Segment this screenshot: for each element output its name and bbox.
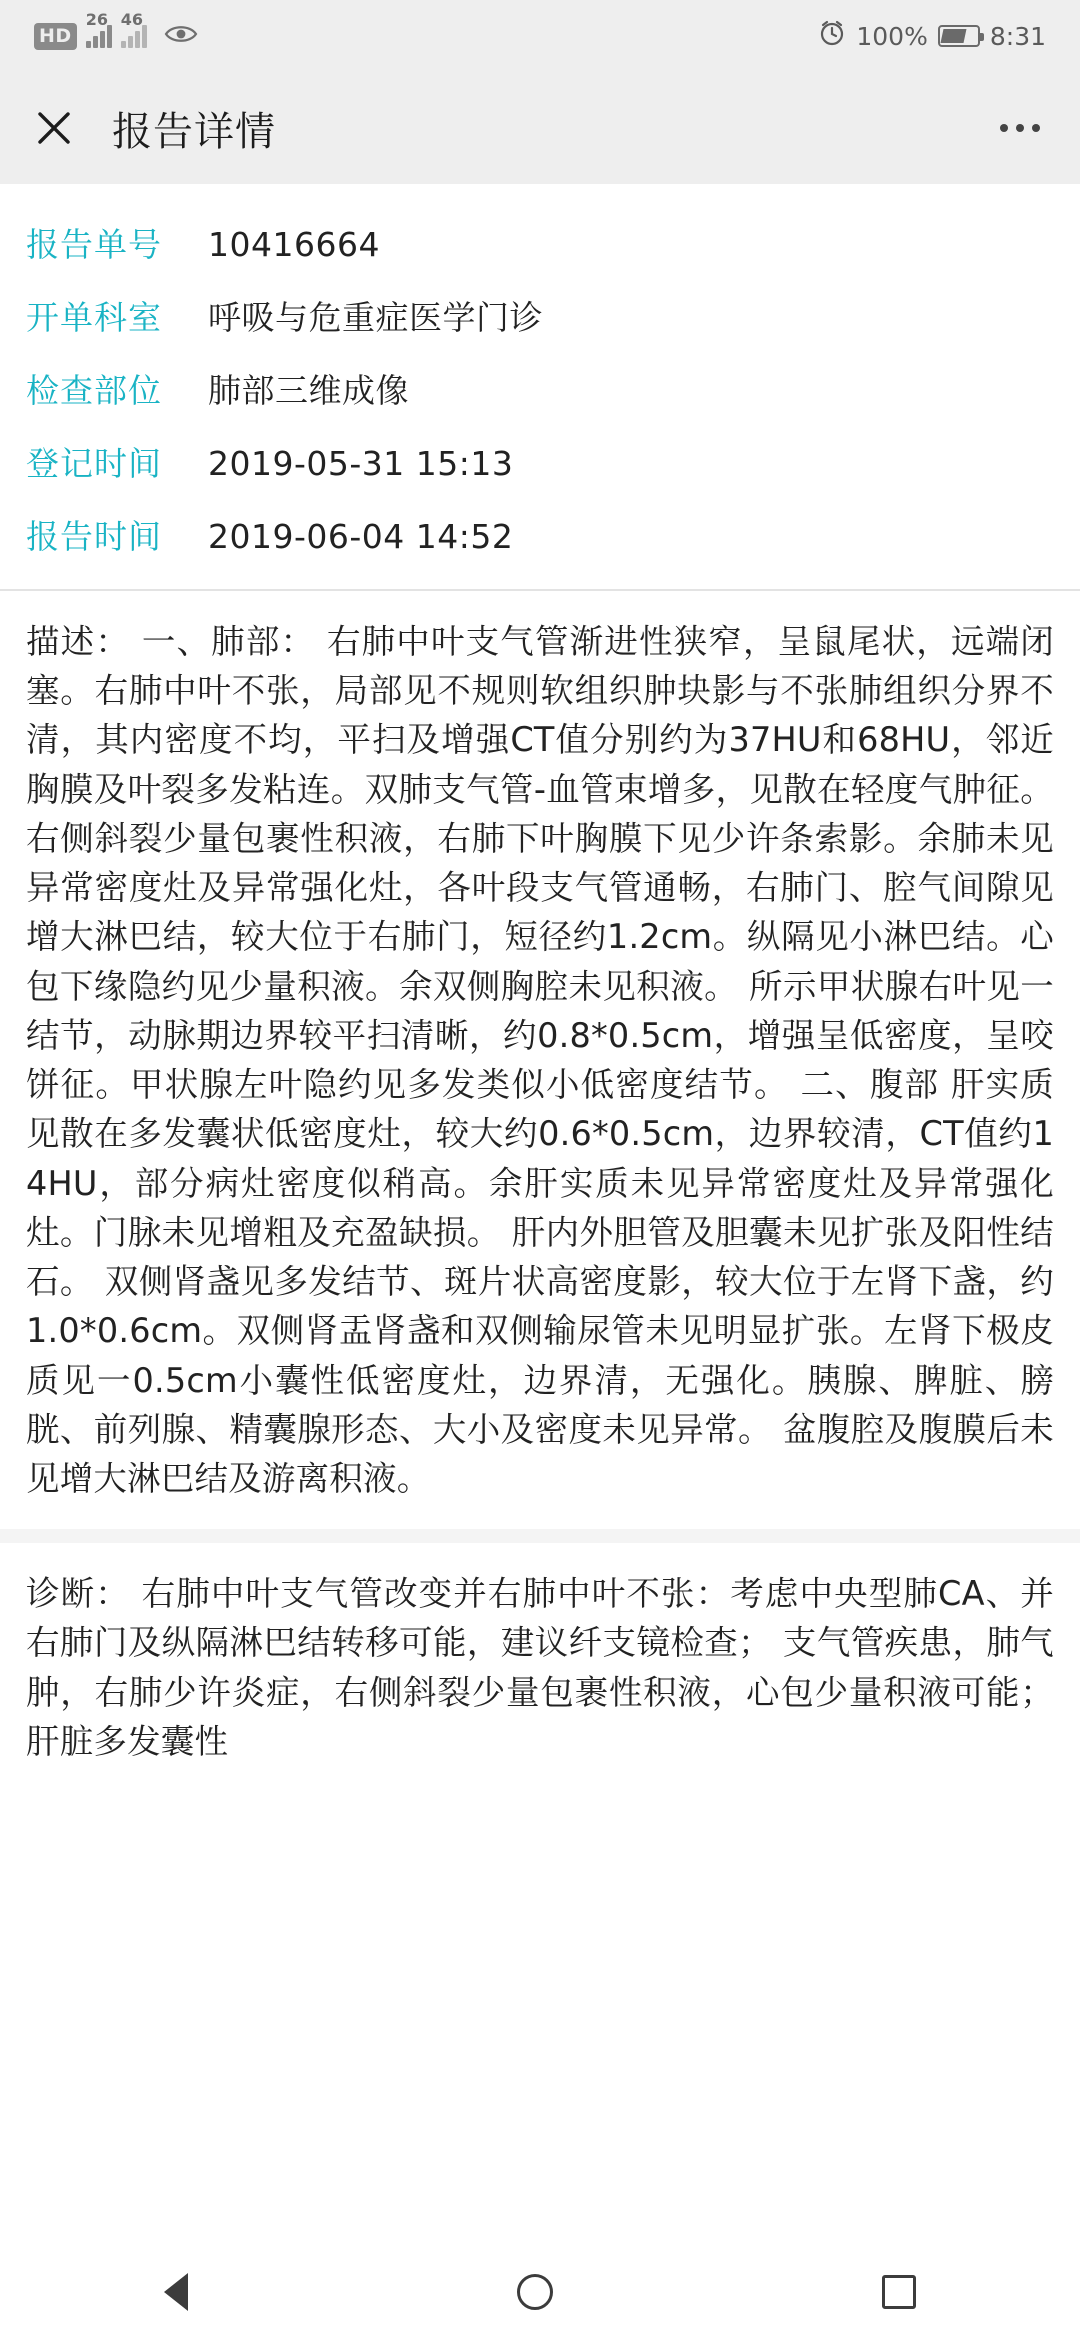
- more-options-icon[interactable]: [1000, 124, 1040, 132]
- battery-icon: [938, 25, 980, 47]
- meta-value: 10416664: [208, 225, 380, 264]
- meta-label: 开单科室: [26, 298, 162, 337]
- section-gap: [0, 1529, 1080, 1543]
- meta-row-register-time: [26, 425, 1054, 498]
- diagnosis-section: 诊断： 右肺中叶支气管改变并右肺中叶不张：考虑中央型肺CA、并右肺门及纵隔淋巴结转移可能，建议纤支镜检查； 支气管疾患，肺气肿，右肺少许炎症，右侧斜裂少量包裹性积液，心包少量积液可能； 肝脏多发囊性: [26, 1574, 1054, 1761]
- eye-comfort-icon: [164, 22, 198, 50]
- nav-home-icon[interactable]: [517, 2274, 553, 2310]
- status-bar-left: [34, 10, 198, 50]
- report-meta-list: [0, 184, 1080, 589]
- page-title: 报告详情: [112, 108, 276, 155]
- meta-row-exam-site: [26, 352, 1054, 425]
- meta-label: 检查部位: [26, 371, 162, 410]
- system-navigation-bar: [0, 2244, 1080, 2340]
- status-bar-right: [818, 0, 1046, 72]
- status-bar: [0, 0, 1080, 72]
- meta-value: 2019-05-31 15:13: [208, 444, 514, 483]
- meta-value: 肺部三维成像: [208, 371, 409, 410]
- meta-value: 2019-06-04 14:52: [208, 517, 514, 556]
- meta-label: 报告单号: [26, 225, 162, 264]
- signal-strength-1: [85, 10, 112, 48]
- nav-recents-icon[interactable]: [882, 2275, 916, 2309]
- meta-row-report-time: [26, 498, 1054, 571]
- network-type-label-2: 46: [120, 10, 143, 29]
- nav-back-icon[interactable]: [164, 2273, 188, 2311]
- meta-value: 呼吸与危重症医学门诊: [208, 298, 543, 337]
- meta-row-report-number: [26, 206, 1054, 279]
- battery-percent-label: 100%: [856, 21, 928, 51]
- close-icon[interactable]: [34, 108, 74, 148]
- alarm-icon: [818, 19, 846, 53]
- meta-label: 报告时间: [26, 517, 162, 556]
- clock-label: 8:31: [989, 21, 1046, 51]
- app-bar: [0, 72, 1080, 184]
- meta-label: 登记时间: [26, 444, 162, 483]
- report-content[interactable]: [0, 184, 1080, 2148]
- description-section: 描述： 一、肺部： 右肺中叶支气管渐进性狭窄，呈鼠尾状，远端闭塞。右肺中叶不张，局部见不规则软组织肿块影与不张肺组织分界不清，其内密度不均，平扫及增强CT值分别约为37HU和68HU，邻近胸膜及叶裂多发粘连。双肺支气管-血管束增多，见散在轻度气肿征。右侧斜裂少量包裹性积液，右肺下叶胸膜下见少许条索影。余肺未见异常密度灶及异常强化灶，各叶段支气管通畅，右肺门、腔气间隙见增大淋巴结，较大位于右肺门，短径约1.2cm。纵隔见小淋巴结。心包下缘隐约见少量积液。余双侧胸腔未见积液。 所示甲状腺右叶见一结节，动脉期边界较平扫清晰，约0.8*0.5cm，增强呈低密度，呈咬饼征。甲状腺左叶隐约见多发类似小低密度结节。 二、腹部 肝实质见散在多发囊状低密度灶，较大约0.6*0.5cm，边界较清，CT值约14HU，部分病灶密度似稍高。余肝实质未见异常密度灶及异常强化灶。门脉未见增粗及充盈缺损。 肝内外胆管及胆囊未见扩张及阳性结石。 双侧肾盏见多发结节、斑片状高密度影，较大位于左肾下盏，约1.0*0.6cm。双侧肾盂肾盏和双侧输尿管未见明显扩张。左肾下极皮质见一0.5cm小囊性低密度灶，边界清，无强化。胰腺、脾脏、膀胱、前列腺、精囊腺形态、大小及密度未见异常。 盆腹腔及腹膜后未见增大淋巴结及游离积液。: [26, 622, 1054, 1498]
- meta-row-department: [26, 279, 1054, 352]
- hd-icon: HD: [34, 23, 77, 50]
- network-type-label-1: 26: [85, 10, 108, 29]
- signal-strength-2: [120, 10, 147, 48]
